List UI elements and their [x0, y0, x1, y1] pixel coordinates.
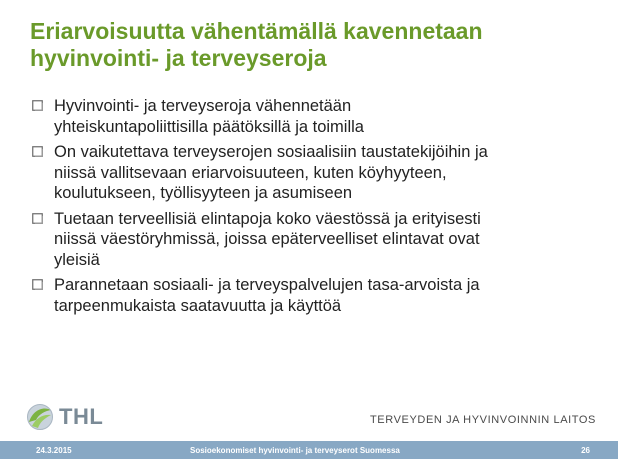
bullet-text-line: Hyvinvointi- ja terveyseroja vähennetään — [54, 97, 352, 115]
thl-logo — [24, 402, 103, 432]
thl-logo-icon — [24, 402, 54, 432]
bullet-text-line: tarpeenmukaista saatavuutta ja käyttöä — [54, 296, 342, 315]
square-bullet-icon — [32, 146, 43, 157]
institute-name: TERVEYDEN JA HYVINVOINNIN LAITOS — [369, 414, 596, 426]
footer-subtitle: Sosioekonomiset hyvinvointi- ja terveyserot Suomessa — [190, 446, 400, 455]
bullet-text-line: koulutukseen, työllisyyteen ja asumiseen — [54, 184, 353, 202]
bullet-item — [30, 275, 605, 316]
bullet-text-line: Parannetaan sosiaali- ja terveyspalvelujen tasa-arvoista ja — [54, 276, 480, 294]
square-bullet-icon — [32, 100, 43, 111]
bullet-item — [30, 209, 605, 271]
bullet-item — [30, 142, 605, 204]
slide-title-line: hyvinvointi- ja terveyseroja — [30, 45, 327, 71]
bullet-text-line: On vaikutettava terveyserojen sosiaalisiin taustatekijöihin ja — [54, 143, 488, 161]
slide-title-line: Eriarvoisuutta vähentämällä kavennetaan — [30, 18, 483, 44]
bullet-text-line: Tuetaan terveellisiä elintapoja koko väestössä ja erityisesti — [54, 209, 481, 228]
square-bullet-icon — [32, 213, 43, 224]
bullet-text-line: yleisiä — [54, 250, 100, 269]
footer-date: 24.3.2015 — [36, 446, 72, 455]
footer-page-number: 26 — [581, 446, 590, 455]
logo-text: THL — [59, 404, 104, 429]
bullet-text-line: yhteiskuntapoliittisilla päätöksillä ja toimilla — [54, 117, 364, 136]
bullet-list — [30, 96, 605, 321]
slide-title — [30, 18, 600, 72]
square-bullet-icon — [32, 279, 43, 290]
footer-bar — [0, 441, 618, 459]
bullet-text-line: niissä vallitsevaan eriarvoisuuteen, kuten köyhyyteen, — [54, 163, 447, 182]
bullet-item — [30, 96, 605, 137]
bullet-text-line: niissä väestöryhmissä, joissa epäterveelliset elintavat ovat — [54, 230, 480, 248]
